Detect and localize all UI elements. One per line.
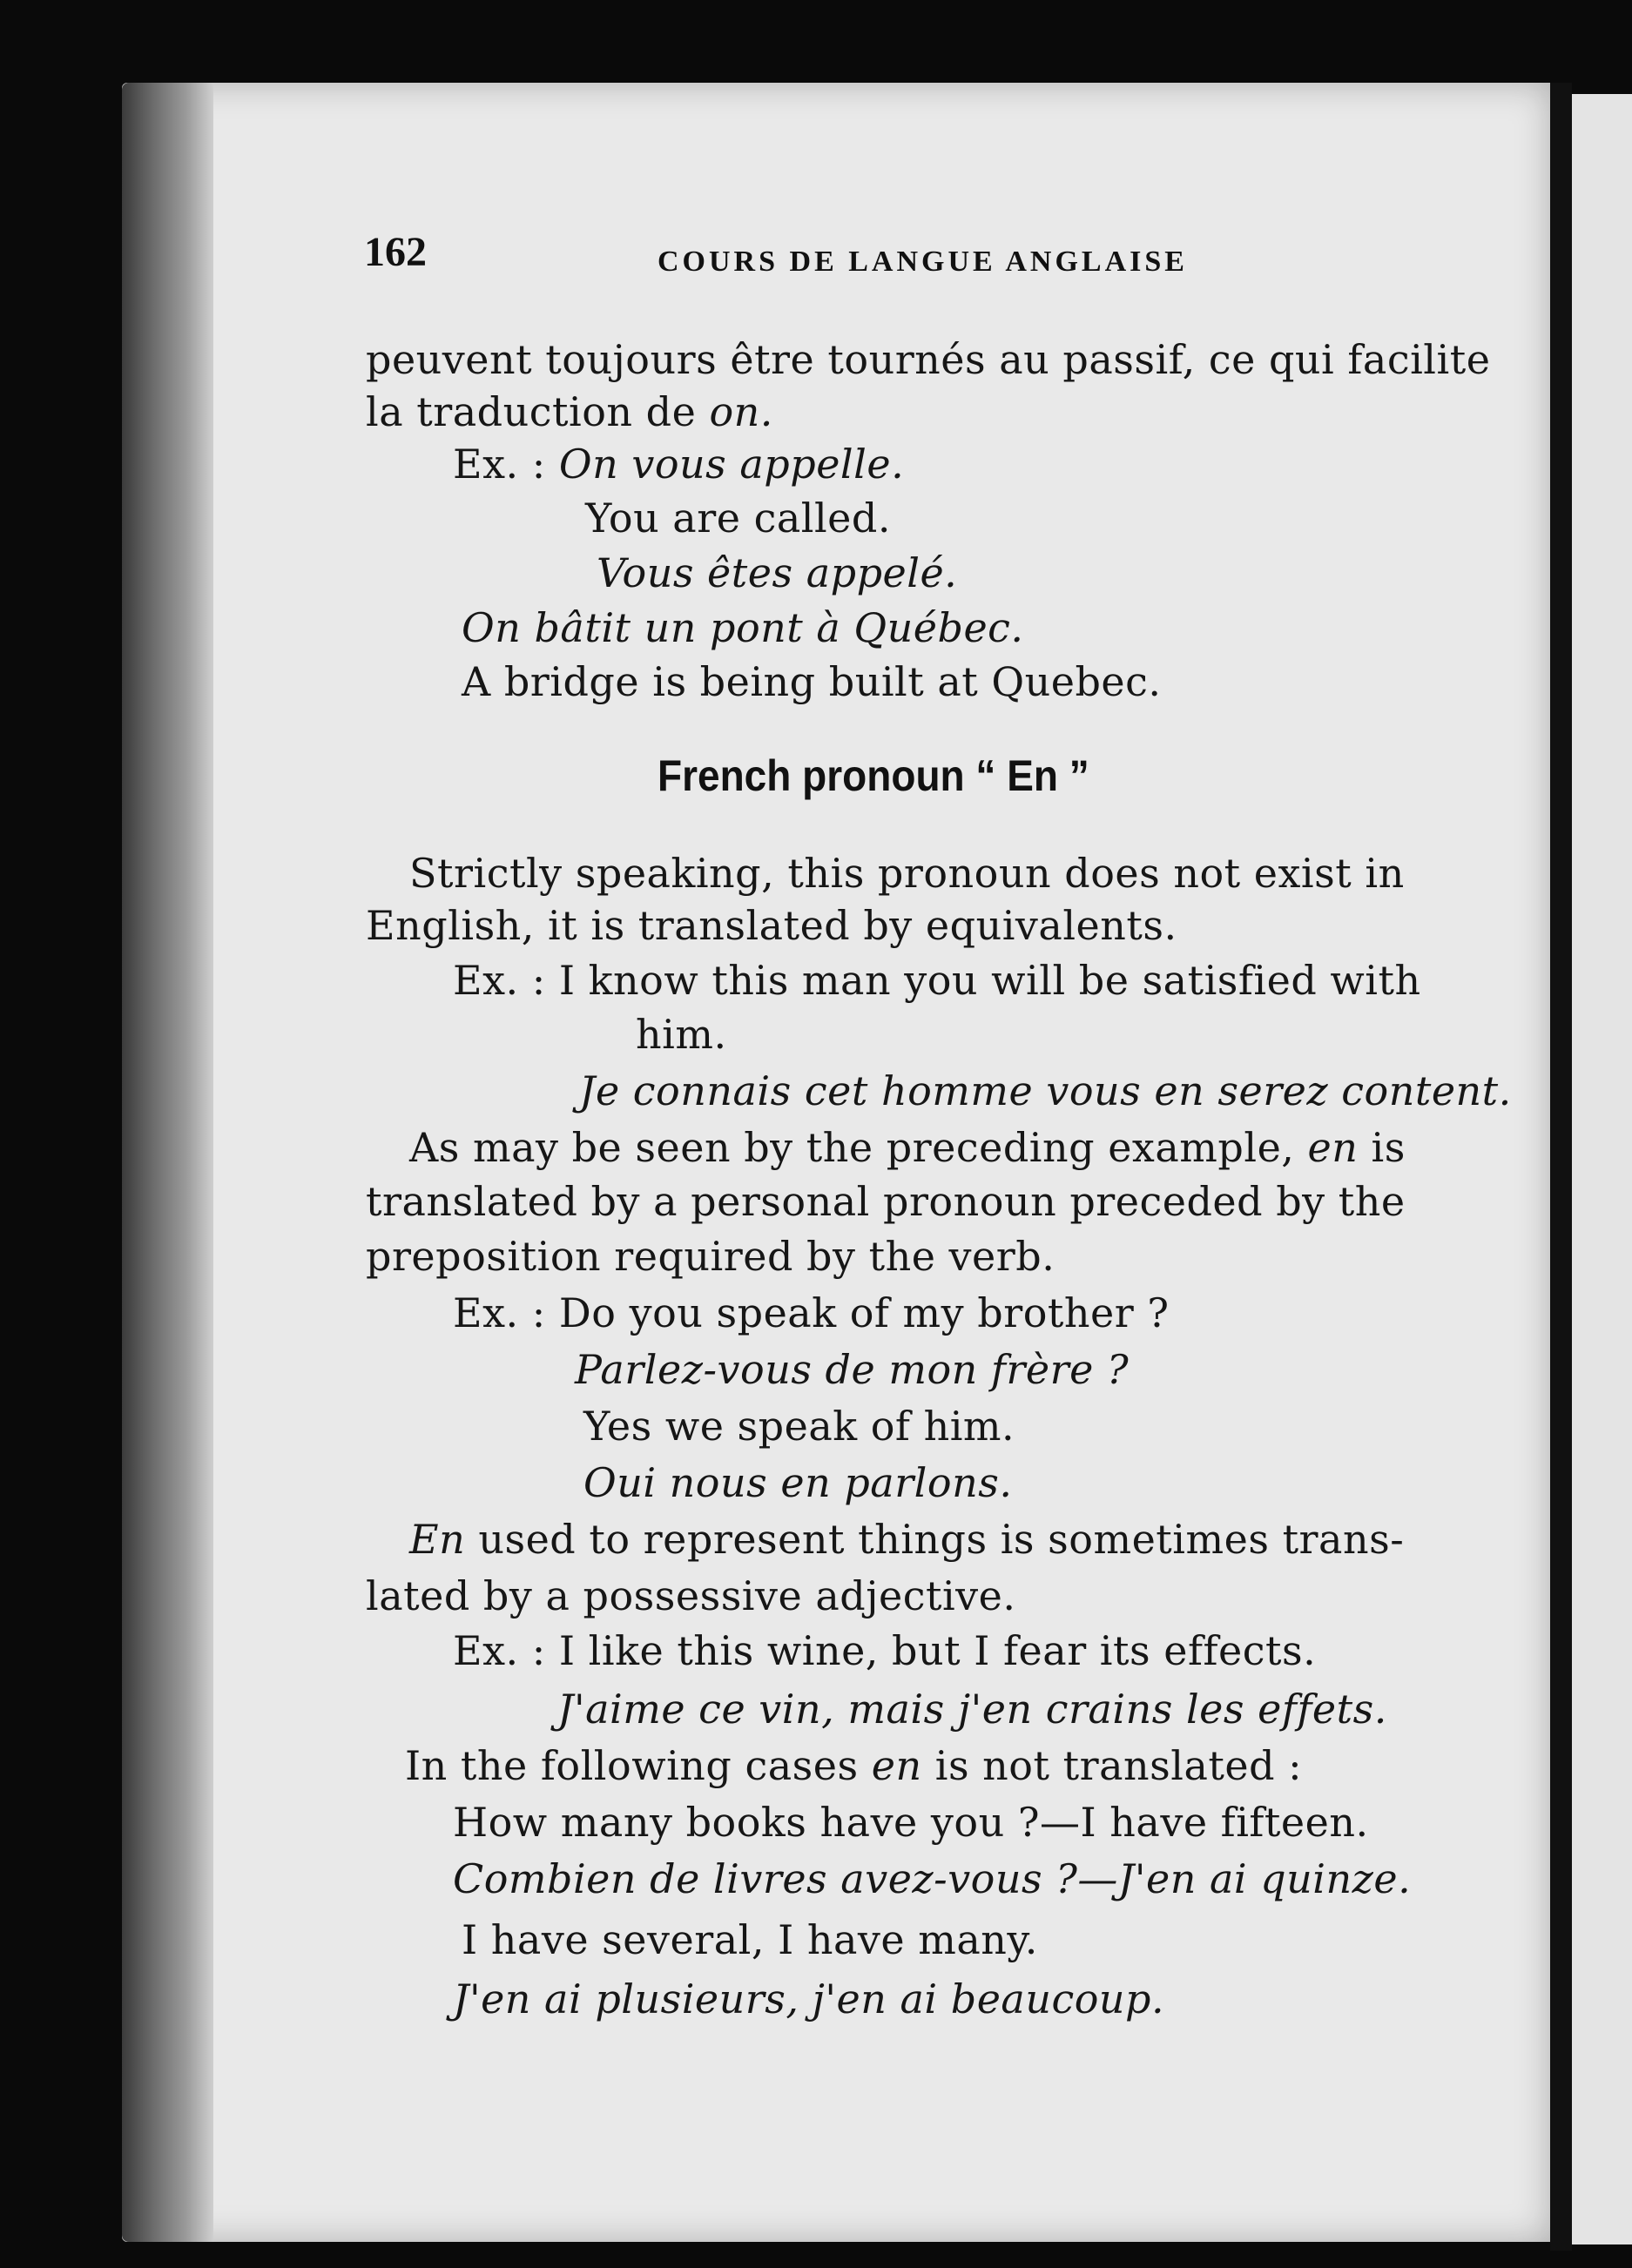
- example-line: him.: [636, 1011, 727, 1058]
- page-number: 162: [364, 229, 427, 275]
- example-line: Vous êtes appelé.: [597, 549, 958, 596]
- example-line: Combien de livres avez-vous ?—J'en ai quinze.: [453, 1855, 1412, 1902]
- example-line: On bâtit un pont à Québec.: [462, 604, 1024, 651]
- example-line: Ex. : I like this wine, but I fear its effects.: [453, 1627, 1317, 1674]
- example-line: Yes we speak of him.: [583, 1403, 1015, 1450]
- text-line: lated by a possessive adjective.: [366, 1572, 1016, 1619]
- text-line: translated by a personal pronoun preceded by the: [366, 1178, 1406, 1225]
- running-title: COURS DE LANGUE ANGLAISE: [658, 246, 1188, 278]
- text-line: Strictly speaking, this pronoun does not exist in: [409, 850, 1405, 897]
- text-line: In the following cases en is not translated :: [405, 1742, 1303, 1789]
- text-line: English, it is translated by equivalents.: [366, 902, 1177, 949]
- text-line: As may be seen by the preceding example, en is: [409, 1124, 1406, 1171]
- text-line: la traduction de on.: [366, 388, 773, 435]
- example-line: How many books have you ?—I have fifteen.: [453, 1799, 1369, 1846]
- text-line: En used to represent things is sometimes trans-: [409, 1516, 1405, 1563]
- text-line: peuvent toujours être tournés au passif, ce qui facilite: [366, 336, 1491, 383]
- text-line: preposition required by the verb.: [366, 1233, 1055, 1280]
- example-line: Ex. : Do you speak of my brother ?: [453, 1289, 1170, 1336]
- example-line: Je connais cet homme vous en serez content.: [579, 1067, 1512, 1114]
- example-line: Ex. : On vous appelle.: [453, 441, 905, 488]
- example-line: J'aime ce vin, mais j'en crains les effets.: [557, 1686, 1387, 1733]
- example-line: You are called.: [585, 495, 891, 542]
- example-line: A bridge is being built at Quebec.: [462, 658, 1162, 705]
- example-line: Parlez-vous de mon frère ?: [575, 1346, 1130, 1393]
- example-line: Ex. : I know this man you will be satisfied with: [453, 957, 1421, 1004]
- section-heading: French pronoun “ En ”: [658, 751, 1089, 800]
- example-line: Oui nous en parlons.: [583, 1459, 1013, 1506]
- example-line: I have several, I have many.: [462, 1916, 1038, 1963]
- example-line: J'en ai plusieurs, j'en ai beaucoup.: [453, 1975, 1165, 2022]
